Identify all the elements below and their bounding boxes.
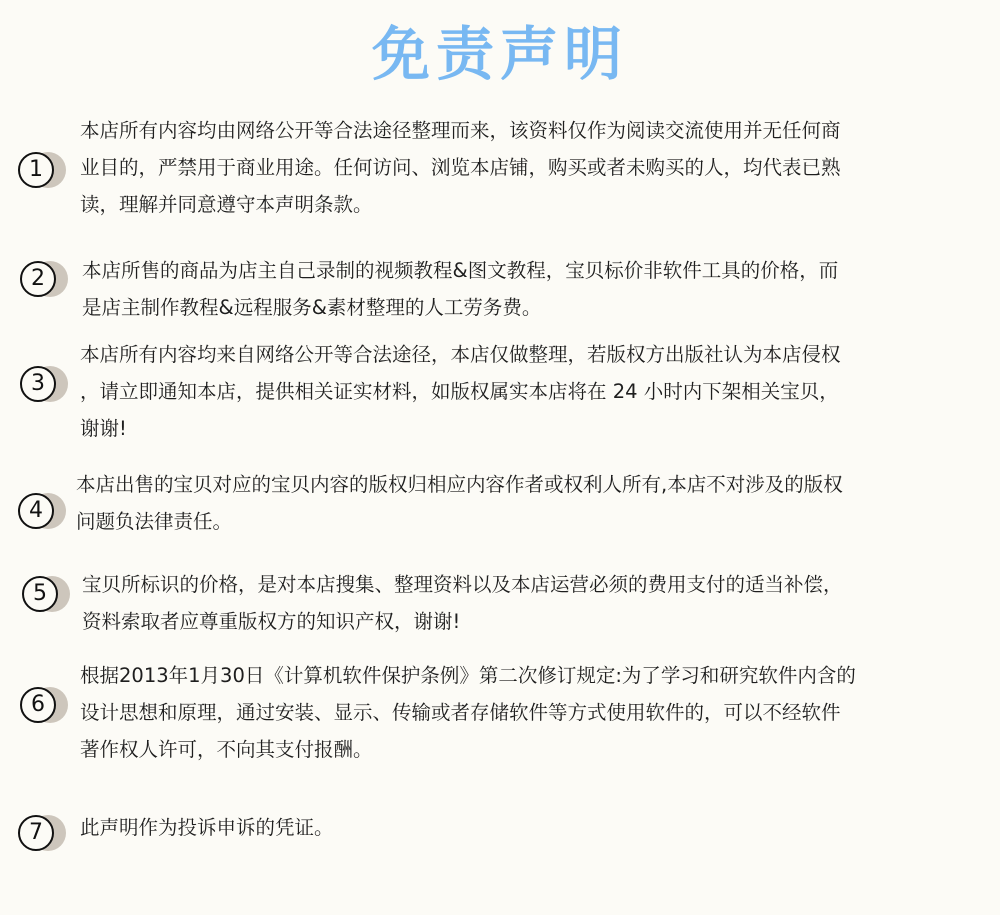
number-badge — [20, 366, 56, 402]
clause-text — [80, 112, 841, 223]
clause-line: 业目的，严禁用于商业用途。任何访问、浏览本店铺，购买或者未购买的人，均代表已熟 — [80, 156, 841, 179]
clause-line: ，请立即通知本店，提供相关证实材料，如版权属实本店将在 24 小时内下架相关宝贝， — [80, 380, 839, 403]
circled-number: 7 — [18, 815, 54, 851]
clause-line: 本店出售的宝贝对应的宝贝内容的版权归相应内容作者或权利人所有,本店不对涉及的版权 — [76, 473, 843, 496]
clause-line: 此声明作为投诉申诉的凭证。 — [80, 816, 334, 839]
clause-text — [80, 657, 856, 768]
number-badge — [18, 815, 54, 851]
clause-text — [80, 809, 334, 846]
clause-line: 根据2013年1月30日《计算机软件保护条例》第二次修订规定:为了学习和研究软件内含的 — [80, 664, 856, 687]
circled-number: 3 — [20, 366, 56, 402]
clause-line: 本店所有内容均由网络公开等合法途径整理而来，该资料仅作为阅读交流使用并无任何商 — [80, 119, 841, 142]
clause-line: 本店所有内容均来自网络公开等合法途径，本店仅做整理，若版权方出版社认为本店侵权 — [80, 343, 841, 366]
clause-text — [82, 566, 843, 640]
circled-number: 4 — [18, 493, 54, 529]
number-badge — [18, 152, 54, 188]
number-badge — [20, 261, 56, 297]
circled-number: 6 — [20, 687, 56, 723]
circled-number: 1 — [18, 152, 54, 188]
clause-line: 资料索取者应尊重版权方的知识产权，谢谢! — [82, 610, 461, 633]
number-badge — [22, 576, 58, 612]
clause-line: 著作权人许可，不向其支付报酬。 — [80, 738, 373, 761]
clause-line: 宝贝所标识的价格，是对本店搜集、整理资料以及本店运营必须的费用支付的适当补偿， — [82, 573, 843, 596]
circled-number: 5 — [22, 576, 58, 612]
clause-line: 问题负法律责任。 — [76, 510, 233, 533]
clause-line: 设计思想和原理，通过安装、显示、传输或者存储软件等方式使用软件的，可以不经软件 — [80, 701, 841, 724]
clause-text — [82, 252, 838, 326]
page-title: 免责声明 — [371, 20, 628, 88]
clause-line: 是店主制作教程&远程服务&素材整理的人工劳务费。 — [82, 296, 542, 319]
clause-text — [80, 336, 841, 447]
clause-line: 本店所售的商品为店主自己录制的视频教程&图文教程，宝贝标价非软件工具的价格，而 — [82, 259, 839, 282]
number-badge — [20, 687, 56, 723]
circled-number: 2 — [20, 261, 56, 297]
clause-line: 谢谢! — [80, 417, 127, 440]
clause-line: 读，理解并同意遵守本声明条款。 — [80, 193, 373, 216]
clause-text — [76, 466, 843, 540]
number-badge — [18, 493, 54, 529]
